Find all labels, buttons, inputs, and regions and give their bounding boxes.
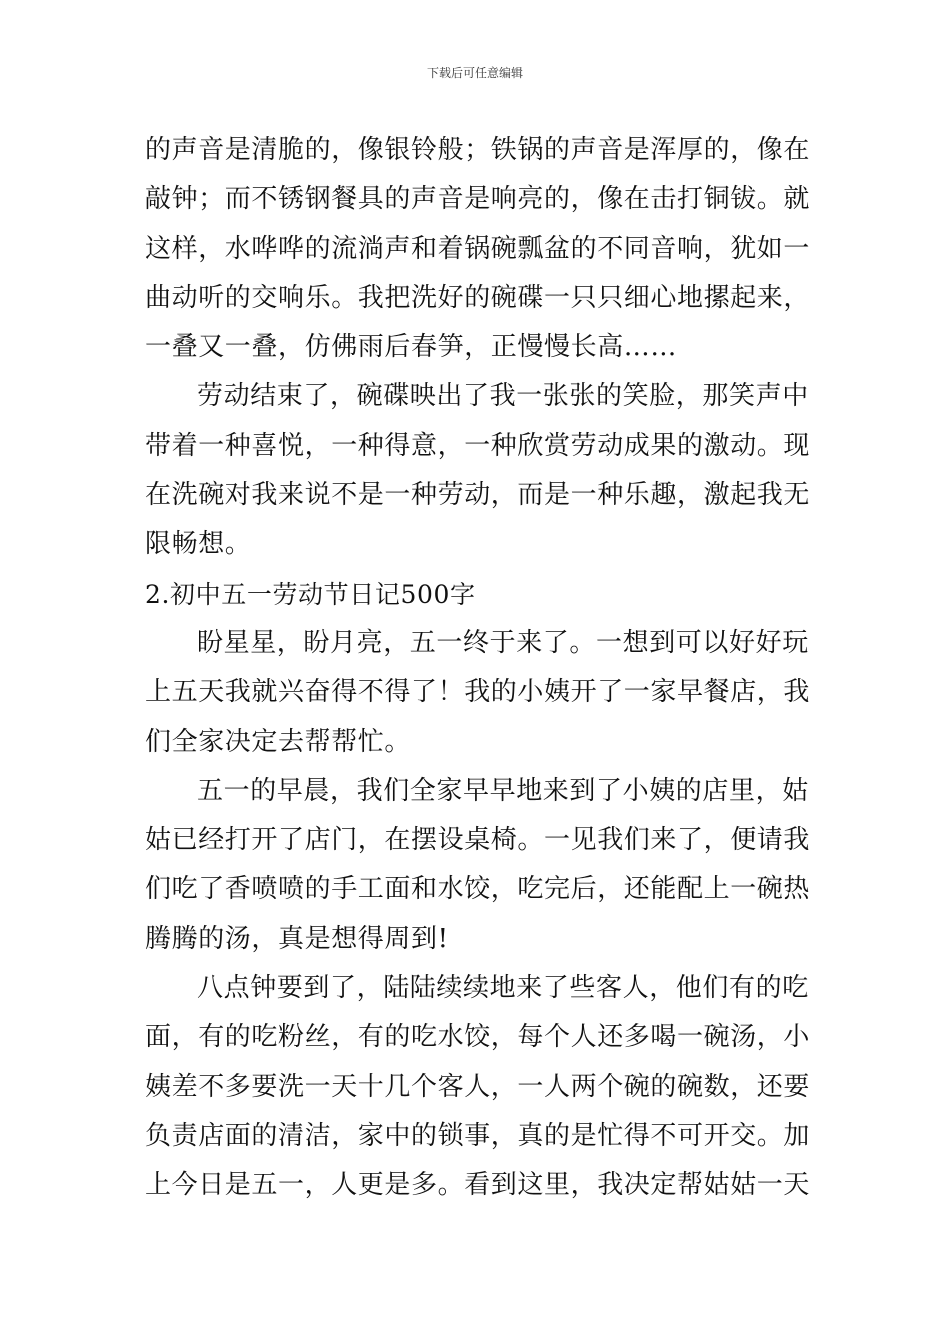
text-line: 姨差不多要洗一天十几个客人，一人两个碗的碗数，还要: [145, 1071, 811, 1102]
text-line: 曲动听的交响乐。我把洗好的碗碟一只只细心地摞起来，: [145, 282, 811, 313]
text-line: 上今日是五一，人更是多。看到这里，我决定帮姑姑一天: [145, 1170, 811, 1201]
text-line: 敲钟；而不锈钢餐具的声音是响亮的，像在击打铜钹。就: [145, 184, 811, 215]
text-line: 面，有的吃粉丝，有的吃水饺，每个人还多喝一碗汤，小: [145, 1022, 811, 1053]
text-line: 上五天我就兴奋得不得了！我的小姨开了一家早餐店，我: [145, 677, 811, 708]
page-header: 下载后可任意编辑: [426, 66, 523, 80]
text-line: 们吃了香喷喷的手工面和水饺，吃完后，还能配上一碗热: [145, 874, 811, 905]
text-line: 负责店面的清洁，家中的锁事，真的是忙得不可开交。加: [145, 1120, 811, 1151]
text-line: 盼星星，盼月亮，五一终于来了。一想到可以好好玩: [197, 627, 809, 658]
text-line: 腾腾的汤，真是想得周到!: [145, 923, 449, 954]
text-line: 的声音是清脆的，像银铃般；铁锅的声音是浑厚的，像在: [145, 135, 811, 165]
document-body: [145, 126, 809, 1211]
text-line: 一叠又一叠，仿佛雨后春笋，正慢慢长高……: [145, 332, 678, 363]
text-line: 八点钟要到了，陆陆续续地来了些客人，他们有的吃: [197, 973, 809, 1004]
text-line: 五一的早晨，我们全家早早地来到了小姨的店里，姑: [197, 775, 809, 806]
paragraph-customers: [145, 964, 809, 1210]
text-line: 这样，水哗哗的流淌声和着锅碗瓢盆的不同音响，犹如一: [145, 233, 811, 264]
text-line: 在洗碗对我来说不是一种劳动，而是一种乐趣，激起我无: [145, 480, 811, 511]
text-line: 姑已经打开了店门，在摆设桌椅。一见我们来了，便请我: [145, 825, 811, 856]
paragraph-labor-ends: [145, 372, 809, 569]
paragraph-may-day-arrives: [145, 619, 809, 767]
text-line: 们全家决定去帮帮忙。: [145, 726, 412, 757]
heading-text: 2.初中五一劳动节日记500字: [145, 579, 476, 609]
text-line: 带着一种喜悦，一种得意，一种欣赏劳动成果的激动。现: [145, 430, 811, 461]
text-line: 限畅想。: [145, 529, 252, 560]
text-line: 劳动结束了，碗碟映出了我一张张的笑脸，那笑声中: [197, 381, 809, 412]
section-heading: [145, 570, 809, 619]
paragraph-morning: [145, 767, 809, 964]
paragraph-continuation: [145, 126, 809, 372]
